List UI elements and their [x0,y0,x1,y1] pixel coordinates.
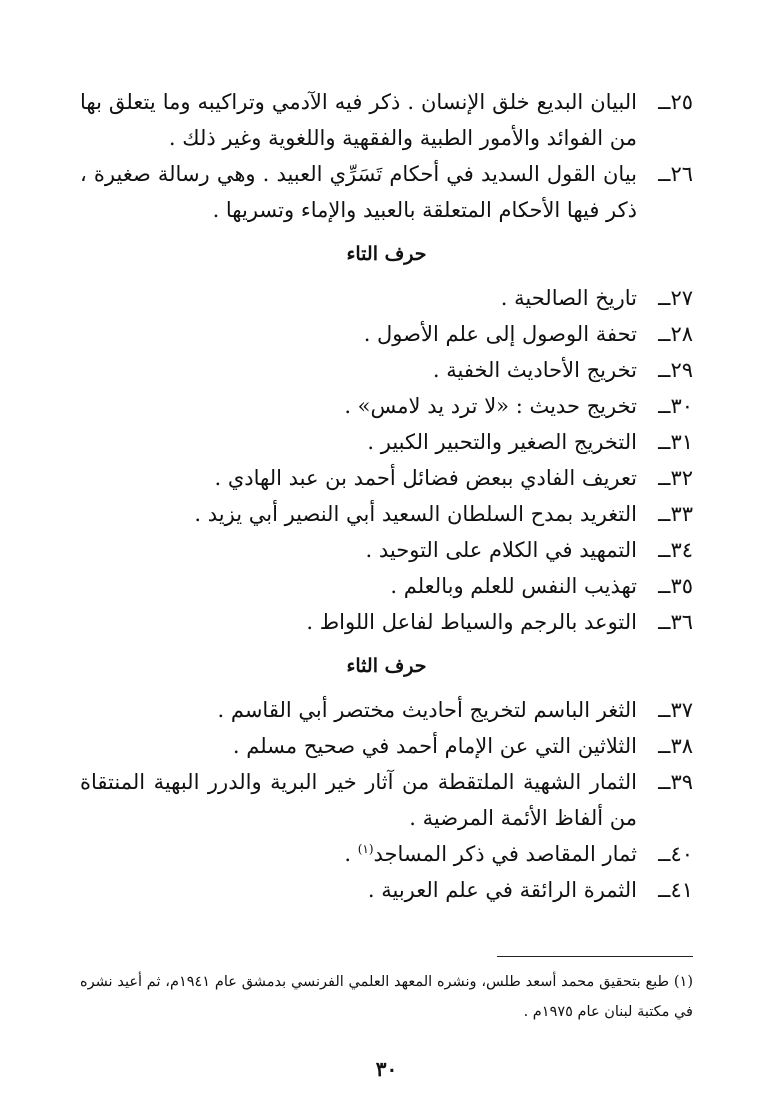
entry-text: الثغر الباسم لتخريج أحاديث مختصر أبي القاسم . [217,698,637,722]
entry-text: التوعد بالرجم والسياط لفاعل اللواط . [306,610,637,634]
entry-number: ٣٧ــ [658,698,693,722]
footnote-divider [497,956,693,957]
entries-group-a [80,84,693,228]
list-item [80,604,693,640]
entry-text: التخريج الصغير والتحبير الكبير . [367,430,637,454]
footnote: (١) طبع بتحقيق محمد أسعد طلس، ونشره المعهد العلمي الفرنسي بدمشق عام ١٩٤١م، ثم أعيد نشره في مكتبة لبنان عام ١٩٧٥م . [80,974,693,1020]
entry-number: ٣١ــ [658,430,693,454]
list-item [80,156,693,228]
entry-text: الثمرة الرائقة في علم العربية . [367,878,637,902]
entry-number: ٢٧ــ [658,286,693,310]
entry-number: ٢٥ــ [658,90,693,114]
entry-title: ثمار المقاصد في ذكر المساجد [373,842,637,866]
entry-text: تخريج حديث : «لا ترد يد لامس» . [344,394,637,418]
entry-text: تعريف الفادي ببعض فضائل أحمد بن عبد الهادي . [214,466,637,490]
list-item [80,460,693,496]
list-item [80,728,693,764]
list-item [80,496,693,532]
entry-end-mark: . [344,842,358,866]
entries-group-c [80,692,693,908]
entry-number: ٣٥ــ [658,574,693,598]
entry-number: ٢٦ــ [658,162,693,186]
list-item [80,568,693,604]
list-item [80,84,693,156]
entry-number: ٣٣ــ [658,502,693,526]
entry-number: ٢٨ــ [658,322,693,346]
entry-text: تخريج الأحاديث الخفية . [432,358,637,382]
entry-number: ٣٦ــ [658,610,693,634]
list-item [80,872,693,908]
entry-text: البيان البديع خلق الإنسان . ذكر فيه الآدمي وتراكيبه وما يتعلق بها من الفوائد والأمور الطبية والفقهية واللغوية وغير ذلك . [80,90,637,150]
entries-group-b [80,280,693,640]
list-item [80,764,693,836]
entry-number: ٢٩ــ [658,358,693,382]
entry-text: الثلاثين التي عن الإمام أحمد في صحيح مسلم . [232,734,637,758]
entry-number: ٤١ــ [658,878,693,902]
footnote-reference[interactable]: (١) [357,842,374,856]
entry-text: الثمار الشهية الملتقطة من آثار خير البرية والدرر البهية المنتقاة من ألفاظ الأئمة المرضية . [80,770,637,830]
page-number: ٣٠ [375,1057,398,1081]
entry-text: التمهيد في الكلام على التوحيد . [365,538,637,562]
list-item [80,352,693,388]
entry-number: ٤٠ــ [658,842,693,866]
list-item [80,316,693,352]
section-heading-ta: حرف التاء [346,243,427,265]
list-item [80,532,693,568]
list-item [80,424,693,460]
entry-number: ٣٨ــ [658,734,693,758]
entry-number: ٣٢ــ [658,466,693,490]
list-item [80,692,693,728]
list-item [80,388,693,424]
entry-number: ٣٠ــ [658,394,693,418]
entry-text: التغريد بمدح السلطان السعيد أبي النصير أبي يزيد . [194,502,637,526]
list-item [80,280,693,316]
entry-text: بيان القول السديد في أحكام تَسَرِّي العبيد . وهي رسالة صغيرة ، ذكر فيها الأحكام المتعلقة بالعبيد والإماء وتسريها . [80,162,637,222]
list-item [80,836,693,872]
entry-text [80,836,637,872]
entry-text: تهذيب النفس للعلم وبالعلم . [390,574,637,598]
entry-number: ٣٤ــ [658,538,693,562]
entry-text: تاريخ الصالحية . [500,286,637,310]
entry-text: تحفة الوصول إلى علم الأصول . [363,322,637,346]
section-heading-tha: حرف الثاء [346,655,427,677]
entry-number: ٣٩ــ [658,770,693,794]
